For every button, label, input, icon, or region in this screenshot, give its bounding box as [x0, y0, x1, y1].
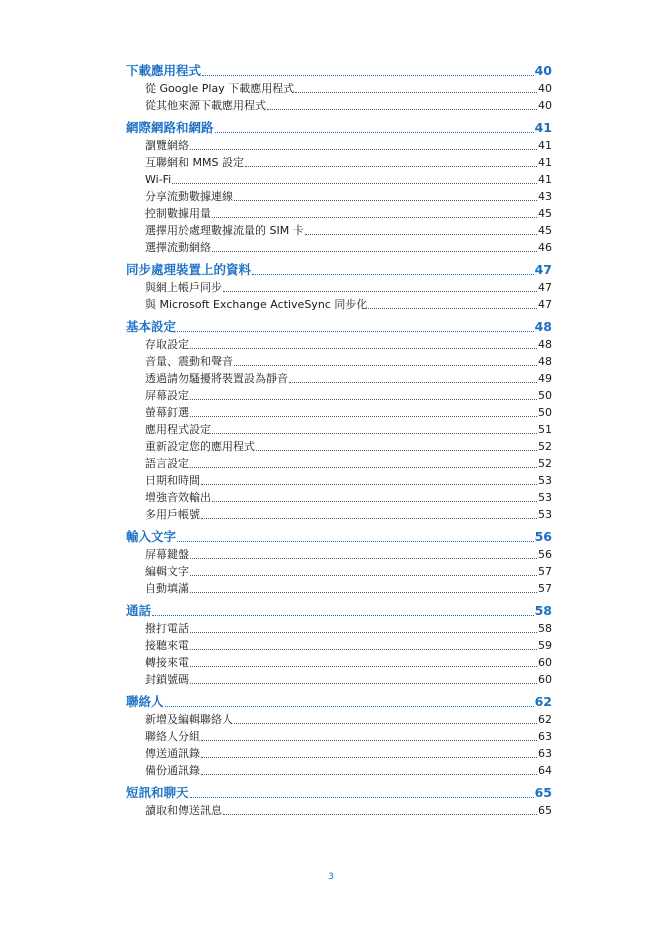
toc-entry[interactable] — [126, 762, 552, 779]
toc-entry-page: 52 — [538, 457, 552, 470]
toc-section-heading[interactable] — [126, 600, 552, 620]
dot-leader — [190, 797, 534, 798]
toc-entry-title: 增強音效輸出 — [145, 491, 211, 504]
toc-entry-page: 59 — [538, 639, 552, 652]
toc-entry[interactable] — [126, 222, 552, 239]
dot-leader — [152, 615, 534, 616]
dot-leader — [223, 814, 537, 815]
toc-entry-page: 41 — [538, 156, 552, 169]
toc-entry-title: 存取設定 — [145, 338, 189, 351]
dot-leader — [305, 234, 537, 235]
toc-entry-title: Wi-Fi — [145, 173, 172, 186]
toc-entry[interactable] — [126, 620, 552, 637]
dot-leader — [201, 757, 537, 758]
dot-leader — [190, 149, 537, 150]
toc-section-heading-page: 40 — [534, 63, 552, 78]
toc-entry-title: 重新設定您的應用程式 — [145, 440, 255, 453]
dot-leader — [234, 200, 537, 201]
toc-entry-page: 60 — [538, 673, 552, 686]
toc-section-heading-page: 58 — [534, 603, 552, 618]
toc-entry-page: 52 — [538, 440, 552, 453]
dot-leader — [245, 166, 537, 167]
toc-entry-page: 49 — [538, 372, 552, 385]
dot-leader — [190, 649, 537, 650]
toc-entry-title: 多用戶帳號 — [145, 508, 200, 521]
toc-entry-title: 互聯網和 MMS 設定 — [145, 156, 244, 169]
dot-leader — [201, 774, 537, 775]
toc-entry-page: 65 — [538, 804, 552, 817]
toc-entry-title: 從 Google Play 下載應用程式 — [145, 82, 295, 95]
dot-leader — [295, 92, 537, 93]
dot-leader — [190, 416, 537, 417]
toc-entry-page: 47 — [538, 281, 552, 294]
dot-leader — [201, 740, 537, 741]
dot-leader — [368, 308, 537, 309]
toc-entry[interactable] — [126, 728, 552, 745]
toc-entry[interactable] — [126, 563, 552, 580]
toc-entry[interactable] — [126, 455, 552, 472]
toc-entry-page: 41 — [538, 173, 552, 186]
toc-entry-page: 53 — [538, 474, 552, 487]
toc-entry[interactable] — [126, 171, 552, 188]
dot-leader — [190, 467, 537, 468]
toc-entry[interactable] — [126, 421, 552, 438]
toc-entry-page: 41 — [538, 139, 552, 152]
toc-entry-title: 透過請勿騷擾將裝置設為靜音 — [145, 372, 288, 385]
toc-section-heading-title: 下載應用程式 — [126, 63, 202, 78]
toc-entry-title: 從其他來源下載應用程式 — [145, 99, 266, 112]
toc-entry-page: 50 — [538, 406, 552, 419]
toc-entry[interactable] — [126, 97, 552, 114]
toc-section-heading[interactable] — [126, 526, 552, 546]
toc-section-heading-page: 47 — [534, 262, 552, 277]
toc-entry-title: 傳送通訊錄 — [145, 747, 200, 760]
toc-entry[interactable] — [126, 580, 552, 597]
toc-entry-title: 應用程式設定 — [145, 423, 211, 436]
dot-leader — [202, 75, 534, 76]
toc-entry-title: 選擇用於處理數據流量的 SIM 卡 — [145, 224, 304, 237]
toc-section-heading-title: 網際網路和網路 — [126, 120, 214, 135]
toc-entry-title: 選擇流動網絡 — [145, 241, 211, 254]
toc-entry-page: 50 — [538, 389, 552, 402]
toc-entry[interactable] — [126, 387, 552, 404]
toc-entry-title: 轉接來電 — [145, 656, 189, 669]
toc-entry-title: 新增及編輯聯絡人 — [145, 713, 233, 726]
toc-entry-title: 撥打電話 — [145, 622, 189, 635]
toc-entry-title: 語言設定 — [145, 457, 189, 470]
toc-entry[interactable] — [126, 370, 552, 387]
dot-leader — [212, 251, 537, 252]
toc-section-heading-title: 短訊和聊天 — [126, 785, 189, 800]
toc-entry-page: 57 — [538, 565, 552, 578]
dot-leader — [190, 348, 537, 349]
toc-entry-title: 備份通訊錄 — [145, 764, 200, 777]
toc-section-heading[interactable] — [126, 782, 552, 802]
toc-entry-page: 53 — [538, 508, 552, 521]
toc-entry[interactable] — [126, 438, 552, 455]
toc-entry-title: 讀取和傳送訊息 — [145, 804, 222, 817]
toc-entry-page: 46 — [538, 241, 552, 254]
toc-entry-title: 螢幕釘選 — [145, 406, 189, 419]
toc-entry-title: 音量、震動和聲音 — [145, 355, 233, 368]
toc-entry-page: 60 — [538, 656, 552, 669]
toc-entry-page: 56 — [538, 548, 552, 561]
toc-entry[interactable] — [126, 404, 552, 421]
toc-section-heading[interactable] — [126, 316, 552, 336]
toc-entry[interactable] — [126, 336, 552, 353]
dot-leader — [190, 666, 537, 667]
toc-entry-page: 43 — [538, 190, 552, 203]
toc-section-heading-page: 41 — [534, 120, 552, 135]
dot-leader — [190, 592, 537, 593]
toc-entry[interactable] — [126, 506, 552, 523]
toc-section-heading-title: 同步處理裝置上的資料 — [126, 262, 252, 277]
dot-leader — [223, 291, 537, 292]
dot-leader — [177, 541, 534, 542]
toc-entry[interactable] — [126, 489, 552, 506]
dot-leader — [267, 109, 537, 110]
toc-entry-title: 自動填滿 — [145, 582, 189, 595]
toc-entry-page: 63 — [538, 730, 552, 743]
toc-entry-title: 與網上帳戶同步 — [145, 281, 222, 294]
dot-leader — [234, 365, 537, 366]
toc-entry-page: 45 — [538, 224, 552, 237]
toc-entry-page: 40 — [538, 99, 552, 112]
toc-section-heading-title: 聯絡人 — [126, 694, 164, 709]
toc-entry-page: 58 — [538, 622, 552, 635]
toc-entry[interactable] — [126, 711, 552, 728]
dot-leader — [190, 632, 537, 633]
toc-section-heading-page: 65 — [534, 785, 552, 800]
dot-leader — [212, 217, 537, 218]
toc-entry-title: 控制數據用量 — [145, 207, 211, 220]
toc-section-heading[interactable] — [126, 117, 552, 137]
toc-entry[interactable] — [126, 802, 552, 819]
dot-leader — [212, 433, 537, 434]
toc-entry-title: 編輯文字 — [145, 565, 189, 578]
dot-leader — [177, 331, 534, 332]
toc-entry[interactable] — [126, 154, 552, 171]
toc-section-heading-page: 62 — [534, 694, 552, 709]
toc-entry-page: 53 — [538, 491, 552, 504]
toc-section-heading[interactable] — [126, 259, 552, 279]
dot-leader — [201, 484, 537, 485]
toc-section-heading-page: 48 — [534, 319, 552, 334]
toc-entry-page: 51 — [538, 423, 552, 436]
toc-entry-page: 48 — [538, 355, 552, 368]
toc-section-heading[interactable] — [126, 60, 552, 80]
toc-entry[interactable] — [126, 137, 552, 154]
toc-entry-title: 瀏覽網絡 — [145, 139, 189, 152]
toc-entry[interactable] — [126, 279, 552, 296]
toc-section-heading-title: 輸入文字 — [126, 529, 177, 544]
dot-leader — [190, 575, 537, 576]
dot-leader — [190, 683, 537, 684]
dot-leader — [190, 558, 537, 559]
dot-leader — [256, 450, 537, 451]
dot-leader — [234, 723, 537, 724]
toc-section-heading-title: 基本設定 — [126, 319, 177, 334]
toc-entry-title: 封鎖號碼 — [145, 673, 189, 686]
dot-leader — [190, 399, 537, 400]
toc-entry[interactable] — [126, 472, 552, 489]
toc-entry-page: 48 — [538, 338, 552, 351]
toc-entry-page: 63 — [538, 747, 552, 760]
toc-entry-page: 40 — [538, 82, 552, 95]
toc-entry[interactable] — [126, 546, 552, 563]
toc-entry[interactable] — [126, 353, 552, 370]
toc-entry[interactable] — [126, 205, 552, 222]
toc-entry-title: 日期和時間 — [145, 474, 200, 487]
toc-entry-title: 接聽來電 — [145, 639, 189, 652]
table-of-contents — [126, 60, 552, 819]
dot-leader — [289, 382, 537, 383]
dot-leader — [212, 501, 537, 502]
toc-entry-title: 分享流動數據連線 — [145, 190, 233, 203]
dot-leader — [215, 132, 534, 133]
toc-entry-title: 屏幕鍵盤 — [145, 548, 189, 561]
toc-entry-page: 45 — [538, 207, 552, 220]
toc-entry-page: 47 — [538, 298, 552, 311]
toc-entry-title: 與 Microsoft Exchange ActiveSync 同步化 — [145, 298, 368, 311]
dot-leader — [165, 706, 534, 707]
toc-entry-page: 57 — [538, 582, 552, 595]
toc-entry[interactable] — [126, 745, 552, 762]
toc-section-heading[interactable] — [126, 691, 552, 711]
dot-leader — [201, 518, 537, 519]
toc-section-heading-title: 通話 — [126, 603, 152, 618]
toc-section-heading-page: 56 — [534, 529, 552, 544]
toc-entry-title: 聯絡人分組 — [145, 730, 200, 743]
toc-entry[interactable] — [126, 80, 552, 97]
toc-entry-page: 62 — [538, 713, 552, 726]
toc-entry[interactable] — [126, 296, 552, 313]
toc-entry[interactable] — [126, 637, 552, 654]
toc-entry[interactable] — [126, 239, 552, 256]
dot-leader — [252, 274, 534, 275]
toc-entry-page: 64 — [538, 764, 552, 777]
dot-leader — [172, 183, 537, 184]
toc-entry[interactable] — [126, 654, 552, 671]
page-number: 3 — [328, 872, 334, 882]
toc-entry[interactable] — [126, 671, 552, 688]
toc-entry-title: 屏幕設定 — [145, 389, 189, 402]
toc-entry[interactable] — [126, 188, 552, 205]
